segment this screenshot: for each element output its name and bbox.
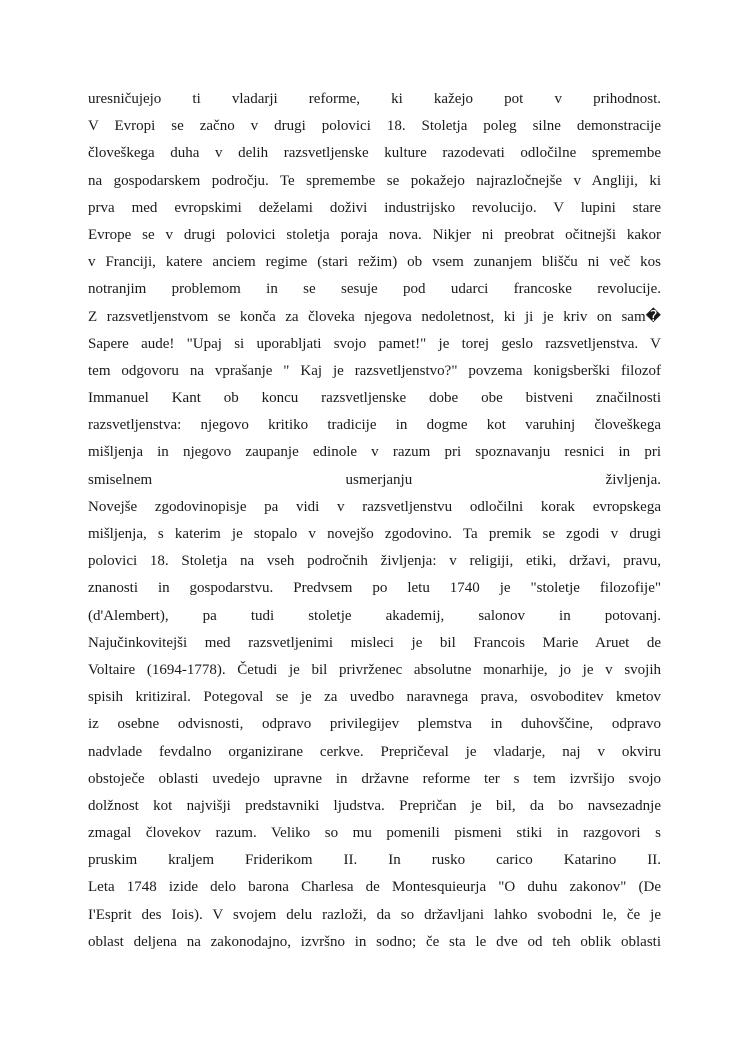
text-line: na gospodarskem področju. Te spremembe se pokažejo najrazločnejše v Angliji, ki [88,172,661,189]
text-line: mišljenja, s katerim je stopalo v novejšo zgodovino. Ta premik se zgodi v drugi [88,526,661,542]
text-line: (d'Alembert), pa tudi stoletje akademij, salonov in potovanj. [88,607,661,624]
text-line: iz osebne odvisnosti, odpravo privilegijev plemstva in duhovščine, odpravo [88,716,661,733]
text-line: Z razsvetljenstvom se konča za človeka njegova nedoletnost, ki ji je kriv on sam� [88,308,661,325]
text-line: obstoječe oblasti uvedejo upravne in državne reforme ter s tem izvršijo svojo [88,770,661,787]
text-line: nadvlade fevdalno organizirane cerkve. Prepričeval je vladarje, naj v okviru [88,743,661,760]
text-line: tem odgovoru na vprašanje " Kaj je razsvetljenstvo?" povzema konigsberški filozof [88,362,661,379]
text-line: Evrope se v drugi polovici stoletja poraja nova. Nikjer ni preobrat očitnejši kakor [88,226,661,243]
text-line: znanosti in gospodarstvu. Predvsem po letu 1740 je "stoletje filozofije" [88,580,661,597]
text-line: I'Esprit des Iois). V svojem delu razloži, da so državljani lahko svobodni le, če je [88,906,661,923]
text-line: Immanuel Kant ob koncu razsvetljenske dobe obe bistveni značilnosti [88,390,661,407]
text-line: smiselnem usmerjanju življenja. [88,471,661,488]
text-line: mišljenja in njegovo zaupanje edinole v razum pri spoznavanju resnici in pri [88,444,661,461]
text-line: Najučinkovitejši med razsvetljenimi misleci je bil Francois Marie Aruet de [88,634,661,651]
text-line: človeškega duha v delih razsvetljenske kulture razodevati odločilne spremembe [88,145,661,162]
text-line: polovici 18. Stoletja na vseh področnih življenja: v religiji, etiki, državi, pravu, [88,553,661,570]
text-line: uresničujejo ti vladarji reforme, ki kažejo pot v prihodnost. [88,91,661,107]
text-line: spisih kritiziral. Potegoval se je za uvedbo naravnega prava, osvoboditev kmetov [88,689,661,706]
text-line: V Evropi se začno v drugi polovici 18. Stoletja poleg silne demonstracije [88,118,661,135]
text-line: prva med evropskimi deželami doživi industrijsko revolucijo. V lupini stare [88,199,661,216]
text-line: v Franciji, katere anciem regime (stari režim) ob vsem zunanjem blišču ni več kos [88,254,661,271]
text-line: Sapere aude! "Upaj si uporabljati svojo pamet!" je torej geslo razsvetljenstva. V [88,335,661,352]
text-line: pruskim kraljem Friderikom II. In rusko carico Katarino II. [88,852,661,869]
text-line: oblast deljena na zakonodajno, izvršno in sodno; če sta le dve od teh oblik oblasti [88,933,661,950]
text-line: Leta 1748 izide delo barona Charlesa de Montesquieurja "O duhu zakonov" (De [88,879,661,896]
text-line: Voltaire (1694-1778). Četudi je bil privrženec absolutne monarhije, jo je v svojih [88,661,661,678]
text-line: dolžnost kot najvišji predstavniki ljudstva. Prepričan je bil, da bo navsezadnje [88,797,661,814]
text-line: razsvetljenstva: njegovo kritiko tradicije in dogme kot varuhinj človeškega [88,417,661,434]
text-line: Novejše zgodovinopisje pa vidi v razsvetljenstvu odločilni korak evropskega [88,498,661,515]
text-line: zmagal človekov razum. Veliko so mu pomenili pismeni stiki in razgovori s [88,825,661,842]
document-body [88,86,661,956]
text-line: notranjim problemom in se sesuje pod udarci francoske revolucije. [88,281,661,298]
